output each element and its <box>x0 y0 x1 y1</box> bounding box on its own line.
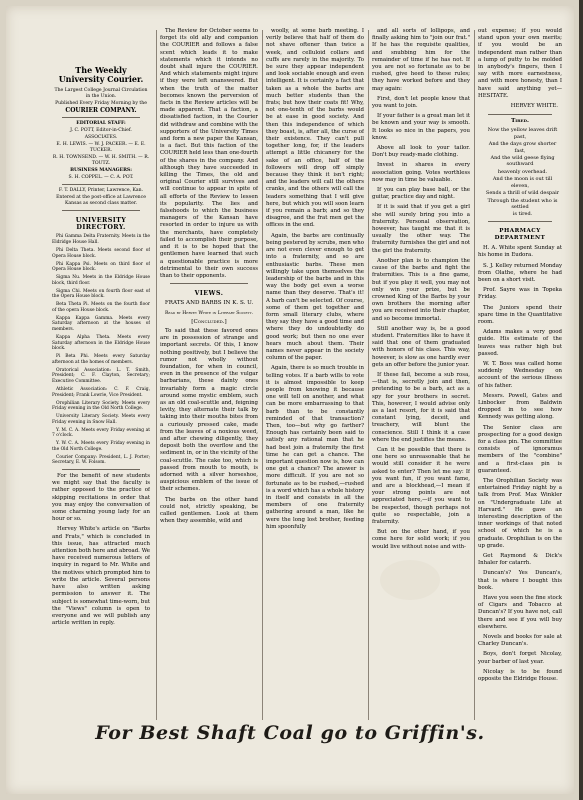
pharmacy-note: W. T. Boss was called home suddenly Wednesday on account of the serious illness of his father. <box>478 360 562 389</box>
entered-notice: Entered at the post-office at Lawrence Kansas as second class matter. <box>56 195 146 206</box>
directory-item: Courier Company: President, L. J. Porter; Secretary, E. W. Folsom. <box>52 454 150 466</box>
directory-item: University Literary Society. Meets every Friday evening in Snow Hall. <box>52 414 150 425</box>
paragraph: Another plan is to champion the cause of the barbs and fight the fraternities. This is a fine game, but if you play it well, you may not only win your prize, but be crowned King of the Barbs by your own brothers the morning after you are received into their chapter, and so become immortal. <box>372 257 470 322</box>
divider <box>170 283 248 284</box>
column-3 <box>266 28 364 718</box>
poem-line: Now the yellow leaves drift past, <box>487 127 558 140</box>
column-1 <box>52 28 150 718</box>
business-heading: BUSINESS MANAGERS: <box>70 168 132 173</box>
directory-item: Oratorical Association: L. T. Smith, President; C. F. Clayton, Secretary; Executive Committee. <box>52 367 150 384</box>
directory-item: Phi Kappa Psi. Meets on third floor of Opera House block. <box>52 261 150 273</box>
article-byline: Read by Hervey White in Literary Society. <box>164 310 254 316</box>
paragraph: But on the other hand, if you come here for solid work; if you would live without noise and with- <box>372 529 470 550</box>
poem-line: Sends a thrill of wild despair <box>485 190 560 197</box>
associates-line: R. H. TOWNSEND. — W. H. SMITH. — R. TOUTZ. <box>52 155 150 166</box>
associates-label: ASSOCIATES. <box>84 135 118 140</box>
pharmacy-note: The Juniors spend their spare time in the Quantitative room. <box>478 304 562 325</box>
pharmacy-note: Get Raymond & Dick's Inhaler for catarrh. <box>478 553 562 567</box>
divider <box>62 117 140 118</box>
paragraph: Invest in shares in every association going. Votes worthless now may in time be valuable. <box>372 162 470 183</box>
directory-item: Kappa Alpha Theta. Meets every Saturday afternoon in the Eldridge House block. <box>52 335 150 352</box>
pharmacy-note: Messrs. Powell, Gates and Linbocker from Baldwin dropped in to see how Kennedy was getting along. <box>478 392 562 421</box>
paragraph: Again, there is so much trouble in telling votes. If a barb wills to vote it is almost impossible to keep people from knowing it because one will tell on another, and what can be more embarrassing to that barb than to be constantly reminded of that transaction? Then, too—but why go farther? Enough has certainly been said to satisfy any rational man that he had best join a fraternity the first time he can get a chance. The important question now is, how can one get a chance? The answer is more difficult. If you are not so fortunate as to be rushed,—rushed is a word which has a whole history in itself and consists in all the members of one fraternity gathering around a man, like he were the long lost brother, feeding him spoonfully <box>266 365 364 530</box>
paragraph: Above all look to your tailor. Don't buy ready-made clothing. <box>372 145 470 159</box>
circulation-line: The Largest College Journal Circulation in the Union. <box>54 88 148 99</box>
pharmacy-notes <box>478 245 562 683</box>
article-body-continued <box>372 28 470 551</box>
pharmacy-note: Prof. Sayre was in Topeka Friday. <box>478 287 562 301</box>
divider <box>62 184 140 185</box>
divider <box>62 469 140 470</box>
divider <box>488 221 552 222</box>
directory-item: Orophilian Literary Society. Meets every Friday evening in the Old North College. <box>52 400 150 412</box>
column-2 <box>160 28 258 718</box>
paragraph: Again, the barbs are continually being pestered by scrubs, men who are not even clever enough to get into a fraternity, and so are enthusiastic barbs. These men willingly take upon themselves the leadership of the barbs and in this way the body get even a worse name than they deserve. That's it! A barb can't be selected. Of course, some of them get together and form small literary clubs, where they say they have a good time and where they do undoubtedly do good work; but then no one ever hears much about them. Their names never appear in the society column of the paper. <box>266 232 364 362</box>
directory-item: Phi Delta Theta. Meets second floor of Opera House block. <box>52 247 150 259</box>
article-title: FRATS AND BARBS IN K. S. U. <box>164 300 254 307</box>
paragraph: Still another way is, be a good student. Fraternities like to have it said that one of them graduated with honors of his class. This way, however, is slow as one hardly ever gets an offer before the junior year. <box>372 325 470 368</box>
column-5 <box>478 28 562 718</box>
directory-item: Y. W. C. A. Meets every Friday evening in the Old North College. <box>52 441 150 452</box>
coal-advertisement-banner: For Best Shaft Coal go to Griffin's. <box>95 722 485 744</box>
column-rule <box>474 30 475 720</box>
directory-item: Sigma Nu. Meets in the Eldridge House block, third floor. <box>52 275 150 286</box>
directory-item: Beta Theta Pi. Meets on the fourth floor of the opera House block. <box>52 302 150 313</box>
editorial-review-response <box>160 28 258 280</box>
article-body <box>160 328 258 525</box>
poem-line: is tired. <box>512 211 533 218</box>
directory-item: Phi Gamma Delta Fraternity. Meets in the Eldridge House Hall. <box>52 234 150 245</box>
poem-line: Through the student who is settled <box>487 197 558 210</box>
editorial-notes <box>52 473 150 627</box>
pharmacy-heading: PHARMACY DEPARTMENT <box>494 227 546 241</box>
poem <box>478 127 562 217</box>
author-signature: HERVEY WHITE. <box>510 103 558 110</box>
pharmacy-note: Adams makes a very good guide. His estimate of the leaves was rather high but passed. <box>478 329 562 357</box>
company-name: COURIER COMPANY. <box>65 107 137 114</box>
paragraph: and all sorts of lollipops, and finally asking him to "join our frat." If he has the requisite qualities, and snubbing him for the remainder of time if he has not. If you are not so fortunate as to be rushed, give heed to these rules; they have worked before and they may again: <box>372 28 470 92</box>
column-rule <box>368 30 369 720</box>
editorial-staff-heading: EDITORIAL STAFF: <box>76 121 126 126</box>
pharmacy-note: Nicolay is to be found opposite the Eldridge House. <box>478 668 562 683</box>
paragraph: To said that these favored ones are in possession of strange and important secrets. Of this, I know nothing positively, but I believe the rumor not wholly without foundation, for when in council, even in the presence of the vulgar barbarians, these dainty ones invariably form a magic circle around some mystic emblem, such as an old coal-scuttle and, feigning levity, they alternate their talk by taking into their mouths bites from a curiously pressed cake, made from the leaves of a noxious weed, and after chewing diligently, they deposit both the overflow and the sediment in, or in the vicinity of the coal-scuttle. The cake too, which is passed from mouth to mouth, is adorned with a silver horseshoe, auspicious emblem of the issue of their schemes. <box>160 327 258 493</box>
article-ending: out expense; if you would stand upon your own merits; if you would be an independent man rather than a lump of putty to be molded in anybody's fingers, then I say with more earnestness, and with more honesty, than I have said anything yet—HESITATE. <box>478 28 562 99</box>
column-rule <box>262 30 263 720</box>
pharmacy-note: H. A. White spent Sunday at his home in Eudora. <box>478 245 562 259</box>
paragraph: If your father is a great man let it be known and your way is smooth. It looks so nice in the papers, you know. <box>372 113 470 141</box>
poem-line: And the days grow shorter fast, <box>488 141 557 154</box>
article-body-continued <box>266 28 364 531</box>
business-line: S. H. COPPEL. — C. A. POT. <box>68 175 134 180</box>
pharmacy-note: Novels and books for sale at Charley Duncan's. <box>478 634 562 648</box>
views-heading: VIEWS. <box>194 290 224 298</box>
poem-line: heavenly overhead. <box>497 168 548 175</box>
paragraph: Hervey White's article on "Barbs and Frats," which is concluded in this issue, has attracted much attention both here and abroad. We have received numerous letters of inquiry in regard to Mr. White and the motives which prompted him to write the article. Several persons have also written asking permission to answer it. The subject is somewhat time-worn, but the "Views" column is open to everyone and we will publish any article written in reply. <box>52 526 150 627</box>
pharmacy-note: Have you seen the fine stock of Cigars and Tobacco at Duncan's? If you have not, call there and see if you will buy elsewhere. <box>478 595 562 630</box>
directory-item: Pi Beta Phi. Meets every Saturday afternoon at the homes of members. <box>52 354 150 365</box>
pharmacy-note: The Orophilian Society was entertained Friday night by a talk from Prof. Max Winkler on "Undergraduate Life at Harvard." He gave an interesting description of the inner workings of that noted school of which he is a graduate. Orophilian is on the up grade. <box>478 478 562 549</box>
pharmacy-note: Duncan's? Yes Duncan's, that is where I bought this book. <box>478 570 562 591</box>
page-edge-shadow <box>579 0 583 800</box>
poem-line: And the wild geese flying southward <box>490 155 555 168</box>
directory-item: Athletic Association: C. F. Craig, President; Frank Lowrie, Vice President. <box>52 386 150 398</box>
paragraph: Can it be possible that there is one here so unreasonable that he would still consider it he were asked to enter? Then let me say: If you want fun, if you want fame, and are a blockhead,—I mean if your strong points are not appreciated here,—if you want to be respected, though perhaps not quite so respectable, join a fraternity. <box>372 446 470 525</box>
directory-item: Kappa Kappa Gamma. Meets every Saturday afternoon at the houses of members. <box>52 315 150 333</box>
associates-line: E. H. LEWIS. — W. J. PACKER. — E. E. TUCKER. <box>56 142 146 153</box>
printer-line: F. T. DALLY, Printer, Lawrence, Kan. <box>58 188 144 193</box>
paragraph: If these fail, become a sub rosa, —that is, secretly join and then, pretending to be a barb, act as a spy for your brothers in secret. This, however, I would advise only as a last resort, for it is said that constant lying, deceit, and treachery, will blunt the conscience. Still I think it a case where the end justifies the means. <box>372 371 470 443</box>
directory-item: Sigma Chi. Meets on fourth floor east of the Opera House block. <box>52 288 150 300</box>
paragraph: If it is said that if you get a girl she will surely bring you into a fraternity. Personal observation, however, has taught me that it is usually the other way. The fraternity furnishes the girl and not the girl the fraternity. <box>372 204 470 254</box>
poem-title: Tired. <box>511 118 529 125</box>
pharmacy-note: The Senior class are prospecting for a good design for a class pin. The committee consists of ignoramus members of the "combine" and a first-class pin is guaranteed. <box>478 424 562 474</box>
poem-line: And the moon is out till eleven, <box>492 176 553 189</box>
paragraph: First, don't let people know that you want to join. <box>372 95 470 110</box>
paragraph: woolly, at some barb meeting. I verily believe that half of them do not shave oftener than twice a week, and celluloid collars and cuffs are rarely in the majority. To be sure they appear independent and look sociable enough and even intelligent. It is certainly a fact that taken as a whole the barbs are much better students than the frats; but how their coats fit! Why, not one-tenth of the barbs would be at ease in good society. And then this independence of which they boast, is, after all, the curse of their existence. They can't pull together long, for, if the leaders attempt a little chicanery for the sake of an office, half of the followers will drop off simply because they think it isn't right; and the leaders will call the others cranks, and the others will call the leaders something that I will give here, but which you will soon learn if you remain a barb; and so they disagree, and the frat men get the offices in the end. <box>266 28 364 229</box>
directory-heading: UNIVERSITY DIRECTORY. <box>75 216 127 232</box>
paragraph: If you can play base ball, or the guitar, practice day and night. <box>372 187 470 201</box>
editor-line: J. C. POTT, Editor-in-Chief. <box>70 128 132 133</box>
divider <box>62 210 140 211</box>
pharmacy-note: Boys, don't forget Nicolay, your barber of last year. <box>478 651 562 665</box>
paragraph: The barbs on the other hand could not, strictly speaking, be called gentlemen. Look at them when they assemble, wild and <box>160 496 258 525</box>
pharmacy-note: S. J. Kelley returned Monday from Olathe, where he had been on a short visit. <box>478 262 562 283</box>
paragraph: The Review for October seems to forget its old ally and companion the COURIER and follows a false scent which leads it to make statements which it intends no doubt shall injure the COURIER. And which statements might injure if they were left unanswered. But when the truth of the matter becomes known the perversion of facts in the Review articles will be made apparent. That a faction, a dissatisfied faction, in the Courier did withdraw and combine with the supporters of the University Times and form a new paper the Kansan, is a fact. But this faction of the COURIER held less than one-fourth of the shares in the company. And although they have succeeded in killing the Times, the old and original Courier still survives and will continue to appear in spite of all efforts of the Review to lessen its popularity. The lies and falsehoods to which the business managers of the Kansan have resorted in order to injure us with the merchants, have completely failed to accomplish their purpose, and it is to be hoped that the gentlemen have learned that such a questionable practice is more detrimental to their own success than to their opponents. <box>160 28 258 279</box>
column-rule <box>156 30 157 720</box>
article-concluded: [Concluded.] <box>191 318 227 325</box>
publication-line: Published Every Friday Morning by the <box>55 101 147 106</box>
masthead-title: The Weekly University Courier. <box>58 65 144 84</box>
column-4 <box>372 28 470 718</box>
paragraph: For the benefit of new students we might say that the faculty is rather opposed to the practice of skipping recitations in order that you may enjoy the conversation of some charming young lady for an hour or so. <box>52 473 150 523</box>
directory-item: Y. M. C. A. Meets every Friday evening at 7 o'clock. <box>52 427 150 439</box>
divider <box>488 114 552 115</box>
directory-list <box>52 234 150 466</box>
